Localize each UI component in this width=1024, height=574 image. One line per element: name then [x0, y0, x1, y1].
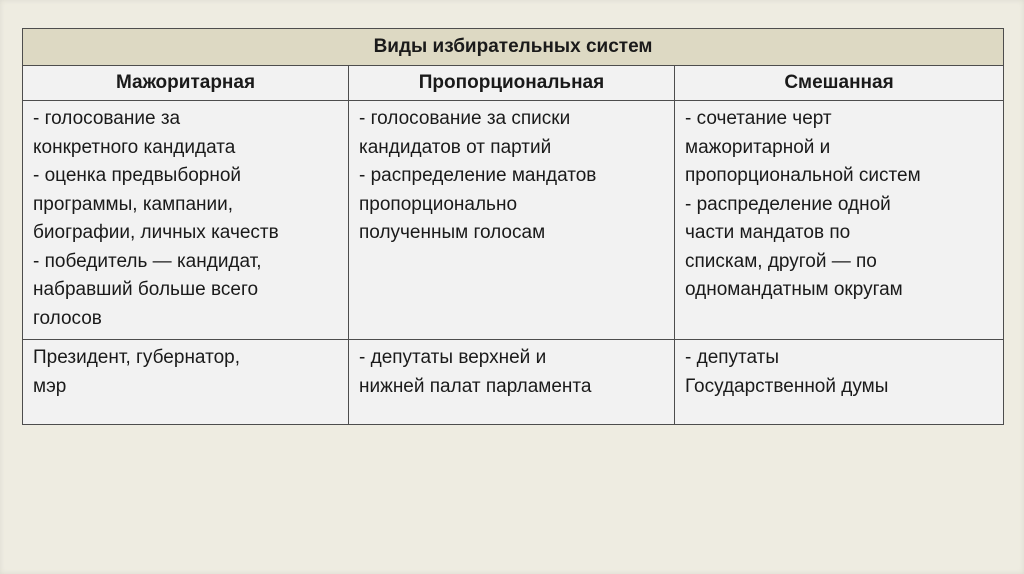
table-header-row: [23, 66, 1004, 101]
header-majoritarian: Мажоритарная: [23, 66, 349, 101]
table-row-characteristics: [23, 101, 1004, 340]
header-proportional: Пропорциональная: [349, 66, 675, 101]
cell-mixed-application: - депутаты Государственной думы: [675, 340, 1004, 425]
table-row-application: [23, 340, 1004, 425]
header-mixed: Смешанная: [675, 66, 1004, 101]
table-title: Виды избирательных систем: [23, 29, 1004, 66]
electoral-systems-table: [22, 28, 1004, 425]
cell-mixed-characteristics: - сочетание черт мажоритарной и пропорциональной систем - распределение одной части мандатов по спискам, другой — по одномандатным округам: [675, 101, 1004, 340]
table-title-row: [23, 29, 1004, 66]
cell-proportional-characteristics: - голосование за списки кандидатов от партий - распределение мандатов пропорционально полученным голосам: [349, 101, 675, 340]
cell-proportional-application: - депутаты верхней и нижней палат парламента: [349, 340, 675, 425]
cell-majoritarian-application: Президент, губернатор, мэр: [23, 340, 349, 425]
cell-majoritarian-characteristics: - голосование за конкретного кандидата - оценка предвыборной программы, кампании, биографии, личных качеств - победитель — кандидат, набравший больше всего голосов: [23, 101, 349, 340]
